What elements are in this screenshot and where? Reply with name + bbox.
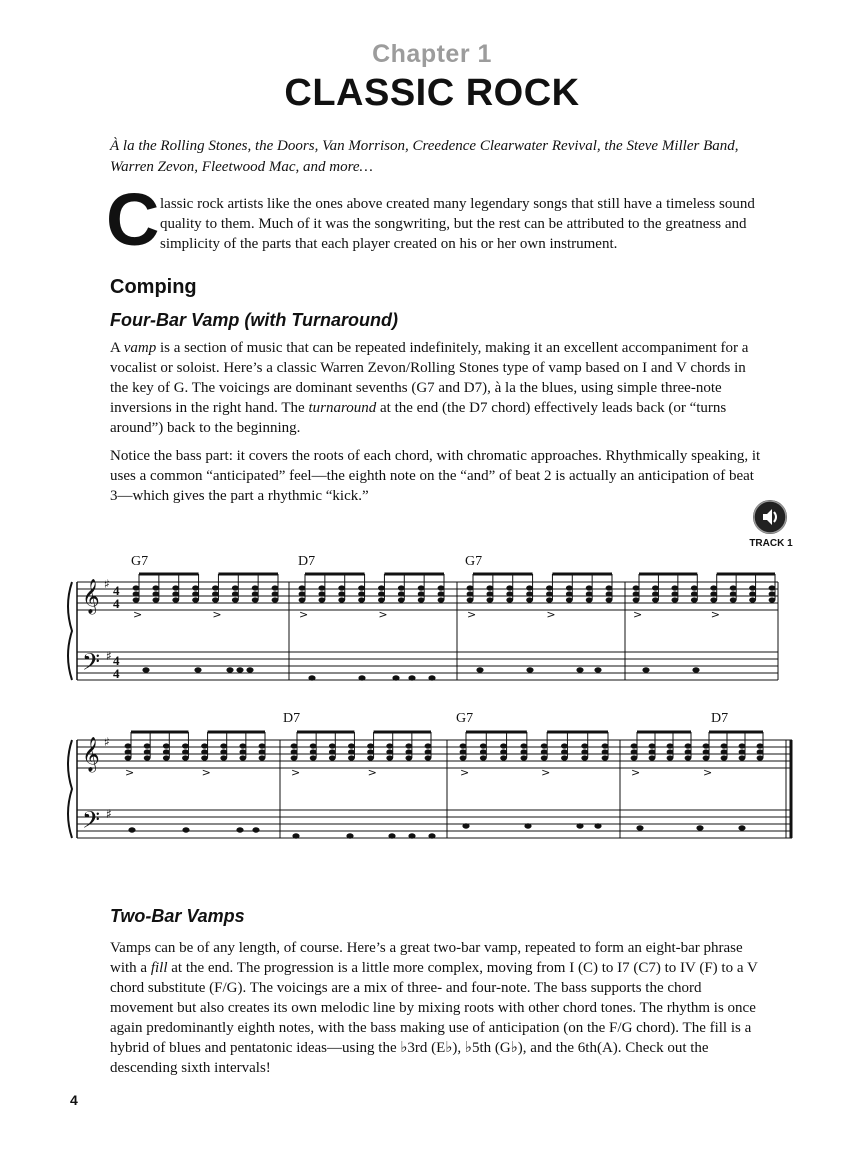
note-head bbox=[398, 591, 405, 596]
note-head bbox=[192, 597, 199, 602]
note-head bbox=[649, 749, 656, 754]
note-head bbox=[769, 591, 776, 596]
note-head bbox=[367, 743, 374, 748]
note-head bbox=[749, 585, 756, 590]
accent-mark: > bbox=[546, 608, 556, 621]
note-head bbox=[144, 743, 151, 748]
note-head bbox=[133, 591, 140, 596]
note-head bbox=[272, 585, 279, 590]
note-head bbox=[212, 591, 219, 596]
note-head bbox=[671, 591, 678, 596]
note-head bbox=[703, 755, 710, 760]
note-head bbox=[348, 755, 355, 760]
bass-note bbox=[576, 823, 583, 828]
note-head bbox=[671, 597, 678, 602]
note-head bbox=[252, 597, 259, 602]
note-head bbox=[667, 755, 674, 760]
bass-note bbox=[182, 827, 189, 832]
note-head bbox=[425, 743, 432, 748]
note-head bbox=[398, 597, 405, 602]
accent-mark: > bbox=[710, 608, 720, 621]
note-head bbox=[520, 749, 527, 754]
note-head bbox=[318, 597, 325, 602]
note-head bbox=[310, 755, 317, 760]
note-head bbox=[418, 597, 425, 602]
svg-text:4: 4 bbox=[113, 653, 120, 668]
note-head bbox=[526, 591, 533, 596]
svg-text:𝄢: 𝄢 bbox=[82, 806, 101, 839]
note-head bbox=[480, 755, 487, 760]
note-head bbox=[163, 755, 170, 760]
note-head bbox=[581, 755, 588, 760]
note-head bbox=[438, 591, 445, 596]
chord-symbol: G7 bbox=[131, 554, 149, 569]
chapter-label: Chapter 1 bbox=[372, 40, 492, 68]
note-head bbox=[506, 591, 513, 596]
accent-mark: > bbox=[460, 766, 470, 779]
bass-note bbox=[428, 675, 435, 680]
bass-note bbox=[346, 833, 353, 838]
svg-text:♯: ♯ bbox=[104, 735, 110, 749]
note-head bbox=[586, 597, 593, 602]
note-head bbox=[125, 755, 132, 760]
note-head bbox=[633, 585, 640, 590]
note-head bbox=[291, 749, 298, 754]
note-head bbox=[172, 585, 179, 590]
note-head bbox=[602, 743, 609, 748]
bass-note bbox=[428, 833, 435, 838]
bass-note bbox=[594, 823, 601, 828]
accent-mark: > bbox=[299, 608, 309, 621]
bass-note bbox=[594, 667, 601, 672]
note-head bbox=[252, 591, 259, 596]
note-head bbox=[201, 743, 208, 748]
note-head bbox=[144, 749, 151, 754]
note-head bbox=[691, 591, 698, 596]
note-head bbox=[329, 749, 336, 754]
bass-note bbox=[226, 667, 233, 672]
note-head bbox=[685, 743, 692, 748]
subheading-two-bar-vamps: Two-Bar Vamps bbox=[110, 906, 245, 926]
note-head bbox=[546, 597, 553, 602]
chord-symbol: G7 bbox=[456, 711, 474, 726]
note-head bbox=[460, 755, 467, 760]
bass-note bbox=[696, 825, 703, 830]
note-head bbox=[367, 749, 374, 754]
note-head bbox=[652, 597, 659, 602]
note-head bbox=[172, 591, 179, 596]
drop-cap: C bbox=[106, 178, 160, 261]
note-head bbox=[239, 755, 246, 760]
svg-text:♯: ♯ bbox=[106, 649, 112, 663]
paragraph-two-bar-vamps: Vamps can be of any length, of course. Here’s a great two-bar vamp, repeated to form an eight-bar phrase with a fill at the end. The progression is a little more complex, moving from I (C) to I7 (C7) to IV (F) to a V chord substitute (F/G). The voicings are a mix of three- and four-note. The bass supports the chord movement but also creates its own melodic line by mixing roots with other chord tones. The rhythm is once again predominantly eighth notes, with the bass making use of anticipation (on the F/G chord). The fill is a hybrid of blues and pentatonic ideas—using the ♭3rd (E♭), ♭5th (G♭), and the 6th(A). Check out the descending sixth intervals! bbox=[110, 940, 758, 1076]
accent-mark: > bbox=[703, 766, 713, 779]
note-head bbox=[581, 749, 588, 754]
note-head bbox=[367, 755, 374, 760]
note-head bbox=[405, 743, 412, 748]
note-head bbox=[182, 755, 189, 760]
note-head bbox=[739, 749, 746, 754]
note-head bbox=[541, 755, 548, 760]
note-head bbox=[386, 755, 393, 760]
accent-mark: > bbox=[367, 766, 377, 779]
svg-text:♯: ♯ bbox=[106, 807, 112, 821]
note-head bbox=[329, 755, 336, 760]
intro-text: À la the Rolling Stones, the Doors, Van Morrison, Creedence Clearwater Revival, the Steve Miller Band, Warren Zevon, Fleetwood Mac, and more… bbox=[110, 138, 739, 175]
svg-text:𝄢: 𝄢 bbox=[82, 648, 101, 681]
bass-note bbox=[576, 667, 583, 672]
note-head bbox=[566, 585, 573, 590]
accent-mark: > bbox=[291, 766, 301, 779]
note-head bbox=[506, 597, 513, 602]
bass-note bbox=[252, 827, 259, 832]
note-head bbox=[652, 585, 659, 590]
note-head bbox=[133, 597, 140, 602]
note-head bbox=[631, 749, 638, 754]
note-head bbox=[749, 597, 756, 602]
note-head bbox=[299, 597, 306, 602]
bass-note bbox=[526, 667, 533, 672]
note-head bbox=[602, 749, 609, 754]
note-head bbox=[152, 591, 159, 596]
note-head bbox=[348, 749, 355, 754]
accent-mark: > bbox=[201, 766, 211, 779]
note-head bbox=[172, 597, 179, 602]
note-head bbox=[757, 755, 764, 760]
note-head bbox=[667, 749, 674, 754]
note-head bbox=[182, 743, 189, 748]
note-head bbox=[566, 591, 573, 596]
note-head bbox=[438, 585, 445, 590]
note-head bbox=[769, 585, 776, 590]
bass-note bbox=[142, 667, 149, 672]
note-head bbox=[291, 743, 298, 748]
page-number: 4 bbox=[70, 1092, 78, 1108]
note-head bbox=[671, 585, 678, 590]
note-head bbox=[299, 585, 306, 590]
note-head bbox=[405, 755, 412, 760]
accent-mark: > bbox=[125, 766, 135, 779]
bass-note bbox=[408, 675, 415, 680]
note-head bbox=[398, 585, 405, 590]
svg-text:4: 4 bbox=[113, 583, 120, 598]
note-head bbox=[520, 743, 527, 748]
accent-mark: > bbox=[133, 608, 143, 621]
note-head bbox=[480, 749, 487, 754]
note-head bbox=[232, 585, 239, 590]
note-head bbox=[633, 597, 640, 602]
note-head bbox=[310, 749, 317, 754]
note-head bbox=[220, 743, 227, 748]
note-head bbox=[125, 749, 132, 754]
note-head bbox=[757, 749, 764, 754]
bass-staff-row2 bbox=[77, 810, 792, 838]
note-head bbox=[338, 597, 345, 602]
note-head bbox=[710, 585, 717, 590]
chord-symbol: D7 bbox=[711, 711, 729, 726]
bass-note bbox=[462, 823, 469, 828]
note-head bbox=[602, 755, 609, 760]
bass-note bbox=[194, 667, 201, 672]
bass-note bbox=[636, 825, 643, 830]
bass-note bbox=[236, 667, 243, 672]
svg-text:♯: ♯ bbox=[104, 577, 110, 591]
chord-symbol: D7 bbox=[283, 711, 301, 726]
note-head bbox=[561, 743, 568, 748]
note-head bbox=[467, 591, 474, 596]
note-head bbox=[418, 591, 425, 596]
bass-staff-row1 bbox=[77, 652, 778, 680]
note-head bbox=[291, 755, 298, 760]
note-head bbox=[721, 749, 728, 754]
note-head bbox=[467, 597, 474, 602]
note-head bbox=[259, 755, 266, 760]
note-head bbox=[520, 755, 527, 760]
note-head bbox=[685, 749, 692, 754]
bass-note bbox=[236, 827, 243, 832]
note-head bbox=[212, 597, 219, 602]
note-head bbox=[703, 743, 710, 748]
note-head bbox=[252, 585, 259, 590]
note-head bbox=[606, 585, 613, 590]
note-head bbox=[526, 597, 533, 602]
note-head bbox=[438, 597, 445, 602]
bass-note bbox=[358, 675, 365, 680]
note-head bbox=[721, 755, 728, 760]
paragraph-vamp-intro: A vamp is a section of music that can be repeated indefinitely, making it an excellent accompaniment for a vocalist or soloist. Here’s a classic Warren Zevon/Rolling Stones type of vamp based on I and V chords in the key of G. The voicings are dominant sevenths (G7 and D7), à la the blues, using simple three-note inversions in the right hand. The turnaround at the end (the D7 chord) effectively leads back (or “turns around”) back to the beginning. bbox=[110, 340, 749, 436]
note-head bbox=[163, 743, 170, 748]
note-head bbox=[500, 749, 507, 754]
note-head bbox=[405, 749, 412, 754]
note-head bbox=[425, 749, 432, 754]
note-head bbox=[769, 597, 776, 602]
note-head bbox=[721, 743, 728, 748]
note-head bbox=[425, 755, 432, 760]
note-head bbox=[541, 749, 548, 754]
note-head bbox=[318, 585, 325, 590]
note-head bbox=[730, 597, 737, 602]
note-head bbox=[667, 743, 674, 748]
note-head bbox=[739, 743, 746, 748]
note-head bbox=[163, 749, 170, 754]
note-head bbox=[133, 585, 140, 590]
note-head bbox=[192, 591, 199, 596]
note-head bbox=[318, 591, 325, 596]
note-head bbox=[460, 749, 467, 754]
note-head bbox=[500, 755, 507, 760]
note-head bbox=[757, 743, 764, 748]
note-head bbox=[631, 755, 638, 760]
note-head bbox=[212, 585, 219, 590]
note-head bbox=[606, 597, 613, 602]
track-label: TRACK 1 bbox=[749, 538, 793, 549]
note-head bbox=[358, 597, 365, 602]
note-head bbox=[152, 597, 159, 602]
subheading-four-bar-vamp: Four-Bar Vamp (with Turnaround) bbox=[110, 310, 398, 330]
accent-mark: > bbox=[541, 766, 551, 779]
note-head bbox=[500, 743, 507, 748]
note-head bbox=[691, 597, 698, 602]
note-head bbox=[338, 591, 345, 596]
accent-mark: > bbox=[467, 608, 477, 621]
note-head bbox=[649, 755, 656, 760]
note-head bbox=[546, 585, 553, 590]
svg-text:4: 4 bbox=[113, 596, 120, 611]
note-head bbox=[299, 591, 306, 596]
accent-mark: > bbox=[633, 608, 643, 621]
note-head bbox=[730, 585, 737, 590]
chapter-title: CLASSIC ROCK bbox=[284, 72, 580, 114]
bass-note bbox=[292, 833, 299, 838]
note-head bbox=[486, 585, 493, 590]
note-head bbox=[546, 591, 553, 596]
bass-note bbox=[408, 833, 415, 838]
bass-note bbox=[692, 667, 699, 672]
lead-paragraph: lassic rock artists like the ones above created many legendary songs that still have a timeless sound quality to them. Much of it was the songwriting, but the rest can be attributed to the greatness and simplicity of the parts that each player created on his or her own instrument. bbox=[160, 196, 755, 252]
note-head bbox=[348, 743, 355, 748]
note-head bbox=[561, 749, 568, 754]
note-head bbox=[631, 743, 638, 748]
note-head bbox=[201, 755, 208, 760]
bass-note bbox=[392, 675, 399, 680]
bass-note bbox=[524, 823, 531, 828]
note-head bbox=[220, 749, 227, 754]
note-head bbox=[378, 585, 385, 590]
note-head bbox=[506, 585, 513, 590]
accent-mark: > bbox=[378, 608, 388, 621]
note-head bbox=[480, 743, 487, 748]
note-head bbox=[730, 591, 737, 596]
note-head bbox=[386, 743, 393, 748]
paragraph-bass-part: Notice the bass part: it covers the roots of each chord, with chromatic approaches. Rhythmically speaking, it uses a common “anticipated” feel—the eighth note on the “and” of beat 2 is actually an anticipation of beat 3—which gives the part a rhythmic “kick.” bbox=[110, 448, 761, 504]
note-head bbox=[691, 585, 698, 590]
note-head bbox=[561, 755, 568, 760]
note-head bbox=[703, 749, 710, 754]
bass-note bbox=[738, 825, 745, 830]
note-head bbox=[526, 585, 533, 590]
svg-text:𝄞: 𝄞 bbox=[82, 579, 100, 614]
note-head bbox=[541, 743, 548, 748]
note-head bbox=[232, 597, 239, 602]
note-head bbox=[710, 597, 717, 602]
note-head bbox=[586, 585, 593, 590]
note-head bbox=[749, 591, 756, 596]
note-head bbox=[310, 743, 317, 748]
svg-text:𝄞: 𝄞 bbox=[82, 737, 100, 772]
accent-mark: > bbox=[631, 766, 641, 779]
svg-text:4: 4 bbox=[113, 666, 120, 681]
note-head bbox=[586, 591, 593, 596]
note-head bbox=[201, 749, 208, 754]
bass-note bbox=[128, 827, 135, 832]
note-head bbox=[486, 597, 493, 602]
note-head bbox=[152, 585, 159, 590]
note-head bbox=[606, 591, 613, 596]
note-head bbox=[386, 749, 393, 754]
bass-note bbox=[246, 667, 253, 672]
bass-note bbox=[476, 667, 483, 672]
note-head bbox=[338, 585, 345, 590]
chord-symbol: D7 bbox=[298, 554, 316, 569]
accent-mark: > bbox=[212, 608, 222, 621]
note-head bbox=[652, 591, 659, 596]
note-head bbox=[259, 749, 266, 754]
note-head bbox=[633, 591, 640, 596]
note-head bbox=[272, 591, 279, 596]
note-head bbox=[710, 591, 717, 596]
note-head bbox=[566, 597, 573, 602]
note-head bbox=[685, 755, 692, 760]
note-head bbox=[259, 743, 266, 748]
note-head bbox=[378, 597, 385, 602]
bass-note bbox=[388, 833, 395, 838]
note-head bbox=[418, 585, 425, 590]
bass-note bbox=[642, 667, 649, 672]
note-head bbox=[358, 591, 365, 596]
note-head bbox=[239, 749, 246, 754]
bass-note bbox=[308, 675, 315, 680]
note-head bbox=[144, 755, 151, 760]
note-head bbox=[272, 597, 279, 602]
note-head bbox=[358, 585, 365, 590]
note-head bbox=[232, 591, 239, 596]
note-head bbox=[125, 743, 132, 748]
section-heading-comping: Comping bbox=[110, 276, 197, 298]
note-head bbox=[329, 743, 336, 748]
chord-symbol: G7 bbox=[465, 554, 483, 569]
note-head bbox=[467, 585, 474, 590]
note-head bbox=[649, 743, 656, 748]
note-head bbox=[220, 755, 227, 760]
note-head bbox=[182, 749, 189, 754]
note-head bbox=[192, 585, 199, 590]
note-head bbox=[739, 755, 746, 760]
note-head bbox=[486, 591, 493, 596]
note-head bbox=[378, 591, 385, 596]
note-head bbox=[581, 743, 588, 748]
note-head bbox=[239, 743, 246, 748]
note-head bbox=[460, 743, 467, 748]
